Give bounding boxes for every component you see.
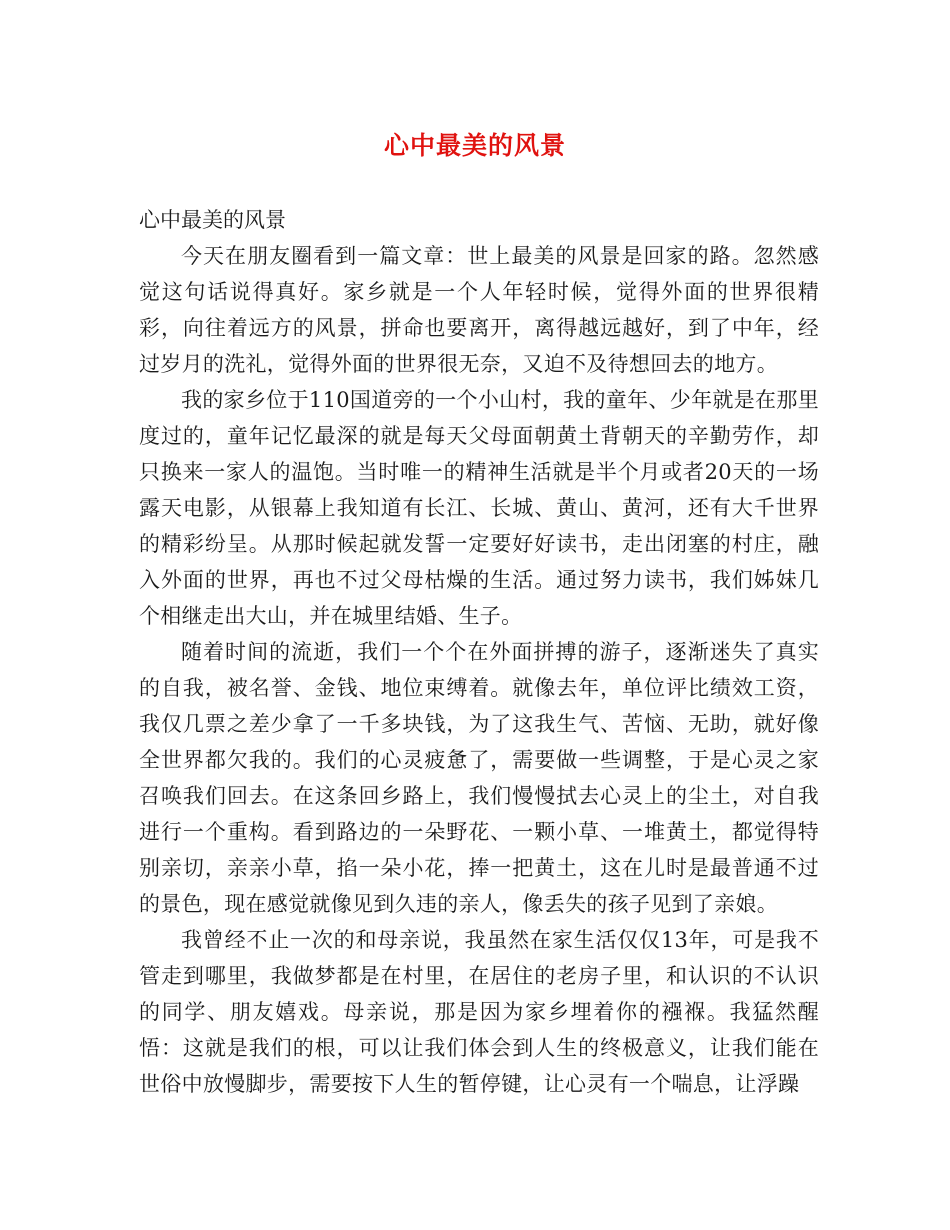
paragraph: 我的家乡位于110国道旁的一个小山村，我的童年、少年就是在那里度过的，童年记忆最深的就是每天父母面朝黄土背朝天的辛勤劳作，却只换来一家人的温饱。当时唯一的精神生活就是半个月或者20天的一场露天电影，从银幕上我知道有长江、长城、黄山、黄河，还有大千世界的精彩纷呈。从那时候起就发誓一定要好好读书，走出闭塞的村庄，融入外面的世界，再也不过父母枯燥的生活。通过努力读书，我们姊妹几个相继走出大山，并在城里结婚、生子。	[139, 388, 819, 628]
document-title: 心中最美的风景	[383, 131, 566, 160]
paragraph: 今天在朋友圈看到一篇文章：世上最美的风景是回家的路。忽然感觉这句话说得真好。家乡就是一个人年轻时候，觉得外面的世界很精彩，向往着远方的风景，拼命也要离开，离得越远越好，到了中年，经过岁月的洗礼，觉得外面的世界很无奈，又迫不及待想回去的地方。	[139, 244, 819, 376]
document-subtitle: 心中最美的风景	[139, 208, 286, 232]
paragraph: 随着时间的流逝，我们一个个在外面拼搏的游子，逐渐迷失了真实的自我，被名誉、金钱、地位束缚着。就像去年，单位评比绩效工资，我仅几票之差少拿了一千多块钱，为了这我生气、苦恼、无助，就好像全世界都欠我的。我们的心灵疲惫了，需要做一些调整，于是心灵之家召唤我们回去。在这条回乡路上，我们慢慢拭去心灵上的尘土，对自我进行一个重构。看到路边的一朵野花、一颗小草、一堆黄土，都觉得特别亲切，亲亲小草，掐一朵小花，捧一把黄土，这在儿时是最普通不过的景色，现在感觉就像见到久违的亲人，像丢失的孩子见到了亲娘。	[139, 640, 819, 916]
paragraph: 我曾经不止一次的和母亲说，我虽然在家生活仅仅13年，可是我不管走到哪里，我做梦都是在村里，在居住的老房子里，和认识的不认识的同学、朋友嬉戏。母亲说，那是因为家乡埋着你的襁褓。我猛然醒悟：这就是我们的根，可以让我们体会到人生的终极意义，让我们能在世俗中放慢脚步，需要按下人生的暂停键，让心灵有一个喘息，让浮躁	[139, 928, 819, 1096]
document-body	[139, 202, 819, 1102]
